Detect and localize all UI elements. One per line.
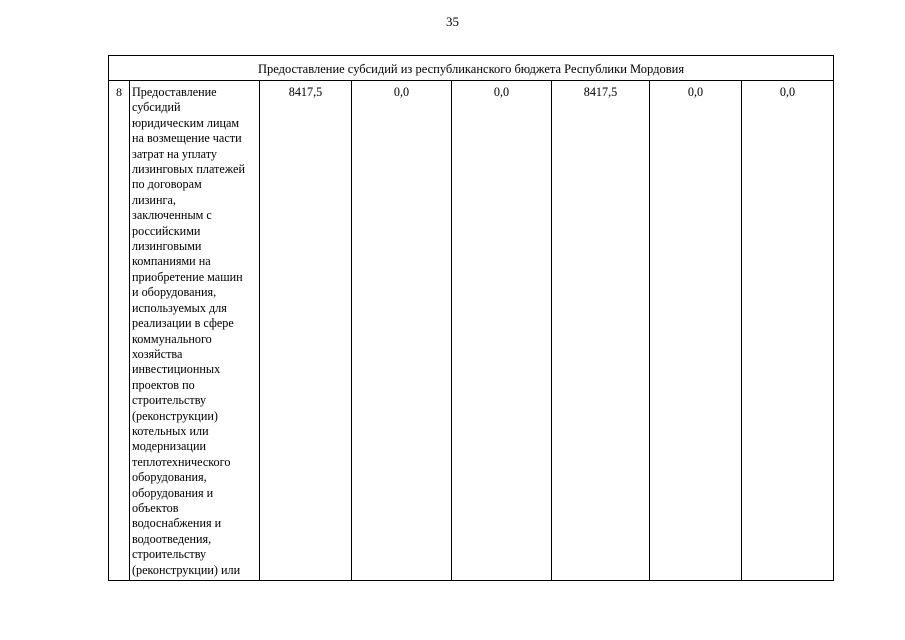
- description-line: по договорам: [132, 177, 202, 192]
- description-line: используемых для: [132, 300, 227, 315]
- description-line: водоотведения,: [132, 531, 212, 546]
- description-line: на возмещение части: [132, 131, 242, 146]
- description-line: (реконструкции): [132, 408, 218, 423]
- description-line: лизинговыми: [132, 239, 202, 254]
- row-description: [130, 81, 260, 581]
- description-line: лизинговых платежей: [132, 162, 245, 177]
- description-line: компаниями на: [132, 254, 211, 269]
- value-cell: 8417,5: [260, 81, 352, 581]
- description-line: заключенным с: [132, 208, 212, 223]
- description-line: котельных или: [132, 423, 209, 438]
- value-cell: 0,0: [452, 81, 552, 581]
- description-line: затрат на уплату: [132, 146, 217, 161]
- description-line: объектов: [132, 500, 179, 515]
- section-header-text: Предоставление субсидий из республиканского бюджета Республики Мордовия: [257, 61, 685, 76]
- table-row: [109, 81, 834, 581]
- description-line: теплотехнического: [132, 454, 231, 469]
- description-line: строительству: [132, 393, 207, 408]
- description-line: коммунального: [132, 331, 212, 346]
- value-cell: 0,0: [742, 81, 834, 581]
- description-line: субсидий: [132, 100, 181, 115]
- description-line: Предоставление: [132, 85, 217, 99]
- budget-table: [108, 55, 834, 581]
- description-line: водоснабжения и: [132, 516, 222, 531]
- description-line: юридическим лицам: [132, 115, 240, 130]
- description-line: и оборудования,: [132, 285, 217, 300]
- description-line: лизинга,: [132, 192, 176, 207]
- description-line: строительству: [132, 547, 207, 562]
- section-header: [109, 56, 834, 81]
- description-line: приобретение машин: [132, 269, 243, 284]
- description-line: модернизации: [132, 439, 206, 454]
- section-header-row: [109, 56, 834, 81]
- description-line: проектов по: [132, 377, 195, 392]
- description-line: инвестиционных: [132, 362, 221, 377]
- description-line: российскими: [132, 223, 201, 238]
- value-cell: 8417,5: [552, 81, 650, 581]
- row-number: 8: [109, 81, 130, 581]
- value-cell: 0,0: [650, 81, 742, 581]
- page-number: 35: [446, 14, 459, 29]
- description-line: реализации в сфере: [132, 316, 234, 331]
- value-cell: 0,0: [352, 81, 452, 581]
- description-line: оборудования,: [132, 470, 207, 485]
- description-line: (реконструкции) или: [132, 562, 241, 577]
- description-line: хозяйства: [132, 346, 183, 361]
- description-line: оборудования и: [132, 485, 214, 500]
